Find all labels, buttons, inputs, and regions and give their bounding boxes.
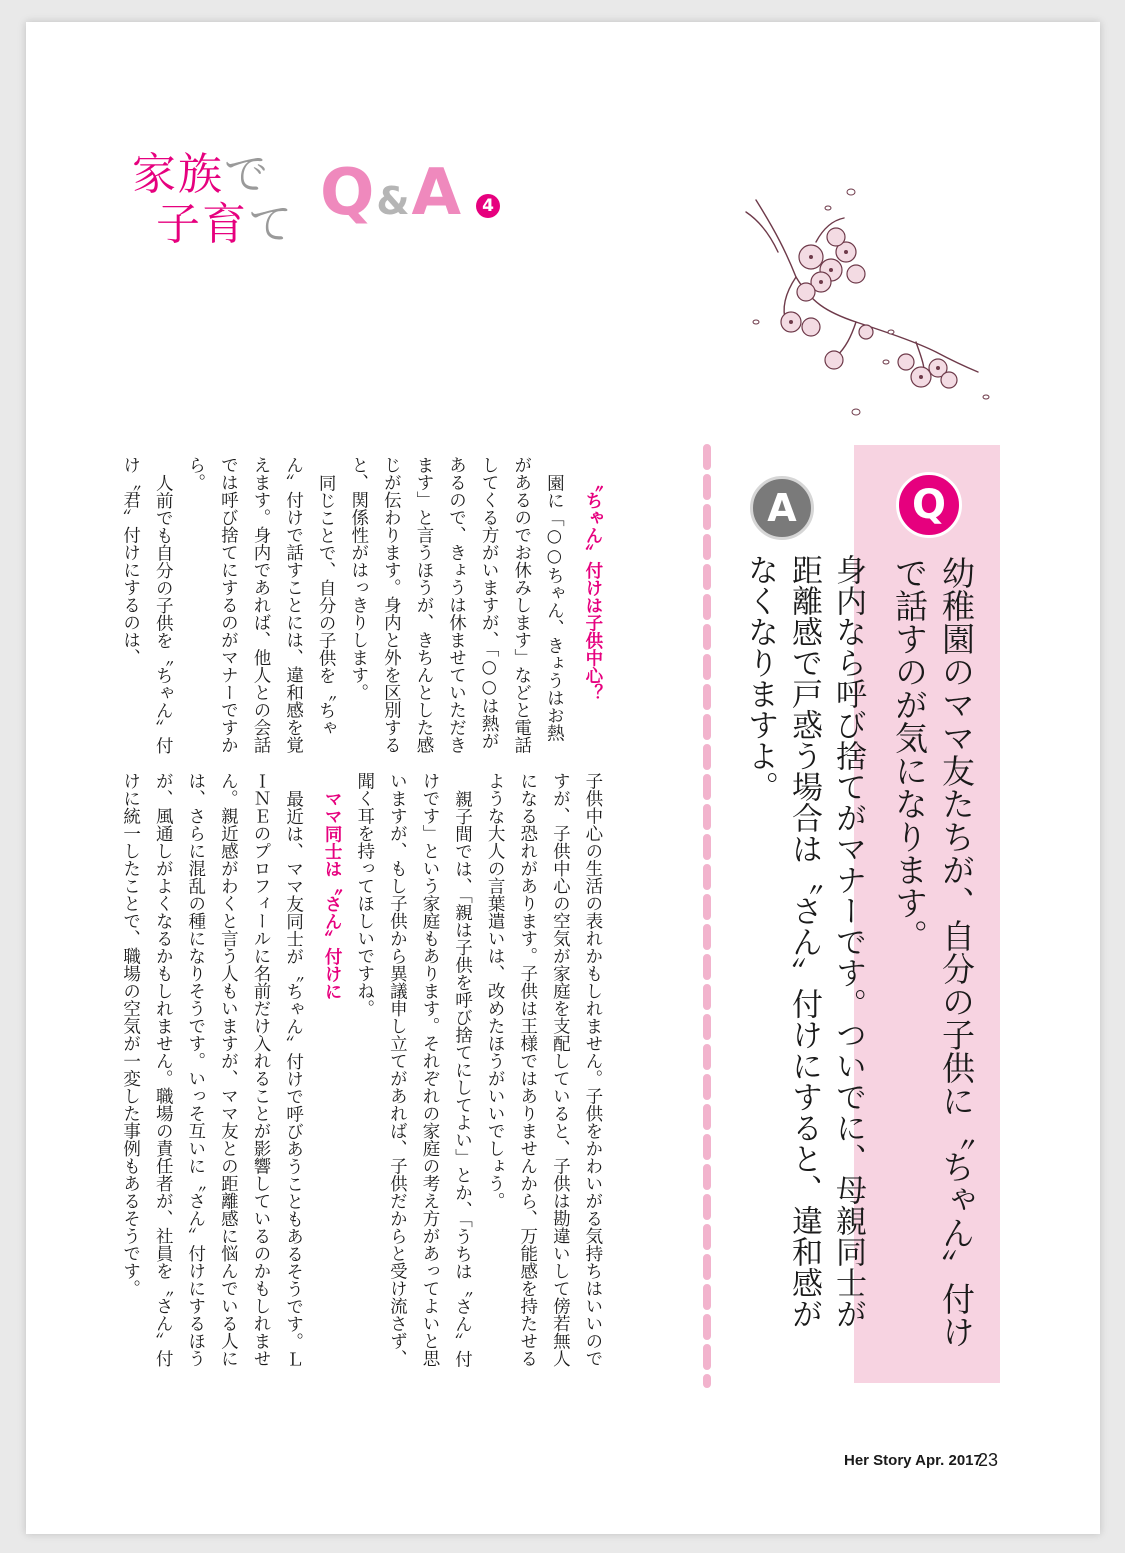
magazine-footer [844, 1452, 982, 1469]
body-paragraph: 親子間では、「親は子供を呼び捨てにしてよい」とか、「うちは〝さん〟付けです」という家庭もあります。それぞれの家庭の考え方があってよいと思いますが、もし子供から異議申し立てがあれば、子供だからと受け流さず、聞く耳を持ってほしいですね。 [354, 772, 473, 1367]
title-line-1: 家族で [132, 149, 270, 200]
body-paragraph: 最近は、ママ友同士が〝ちゃん〟付けで呼びあうこともあるそうです。ＬＩＮＥのプロフィールに名前だけ入れることが影響しているのかもしれません。親近感がわくと言う人もいますが、ママ友との距離感に悩んでいる人には、さらに混乱の種になりそうです。いっそ互いに〝さん〟付けにするほうが、風通しがよくなるかもしれません。職場の責任者が、社員を〝さん〟付けに統一したことで、職場の空気が一変した事例もあるそうです。 [120, 772, 304, 1367]
body-text-top [114, 456, 609, 756]
dashed-divider [702, 444, 712, 1388]
issue-date: Apr. 2017 [915, 1452, 982, 1469]
magazine-name: Her Story [844, 1452, 912, 1469]
body-paragraph: 園に「○○ちゃん、きょうはお熱があるのでお休みします」などと電話してくる方がいますが、「○○は熱があるので、きょうは休ませていただきます」と言うほうが、きちんとした感じが伝わります。身内と外を区別すると、関係性がはっきりします。 [348, 456, 565, 754]
body-text-bottom [114, 772, 609, 1382]
answer-badge: A [750, 476, 814, 540]
cherry-blossom-illustration [716, 182, 1016, 422]
body-paragraph: 子供中心の生活の表れかもしれません。子供をかわいがる気持ちはいいのですが、子供中心の空気が家庭を支配していると、子供は勘違いして傍若無人になる恐れがあります。子供は王様ではありませんから、万能感を持たせるような大人の言葉遣いは、改めたほうがいいでしょう。 [485, 772, 603, 1367]
magazine-page [26, 22, 1100, 1534]
question-badge: Q [896, 472, 962, 538]
title-line-2: 子育て [156, 199, 294, 250]
series-number-badge: 4 [476, 194, 500, 218]
page-number: 23 [978, 1450, 999, 1470]
title-qa-logo: Q&A [320, 156, 462, 230]
section-heading-san: ママ同士は〝さん〟付けに [322, 789, 343, 1000]
answer-text: 身内なら呼び捨てがマナーです。ついでに、母親同士が距離感で戸惑う場合は〝さん〟付けにすると、違和感がなくなりますよ。 [742, 554, 866, 1329]
question-text: 幼稚園のママ友たちが、自分の子供に〝ちゃん〟付けで話すのが気になります。 [890, 556, 976, 1348]
section-heading-chan: 〝ちゃん〟付けは子供中心？ [582, 473, 603, 701]
body-paragraph: 同じことで、自分の子供を〝ちゃん〟付けで話すことには、違和感を覚えます。身内であれば、他人との会話では呼び捨てにするのがマナーですから。 [185, 456, 337, 754]
body-paragraph: 人前でも自分の子供を〝ちゃん〟付け〝君〟付けにするのは、 [120, 456, 174, 754]
